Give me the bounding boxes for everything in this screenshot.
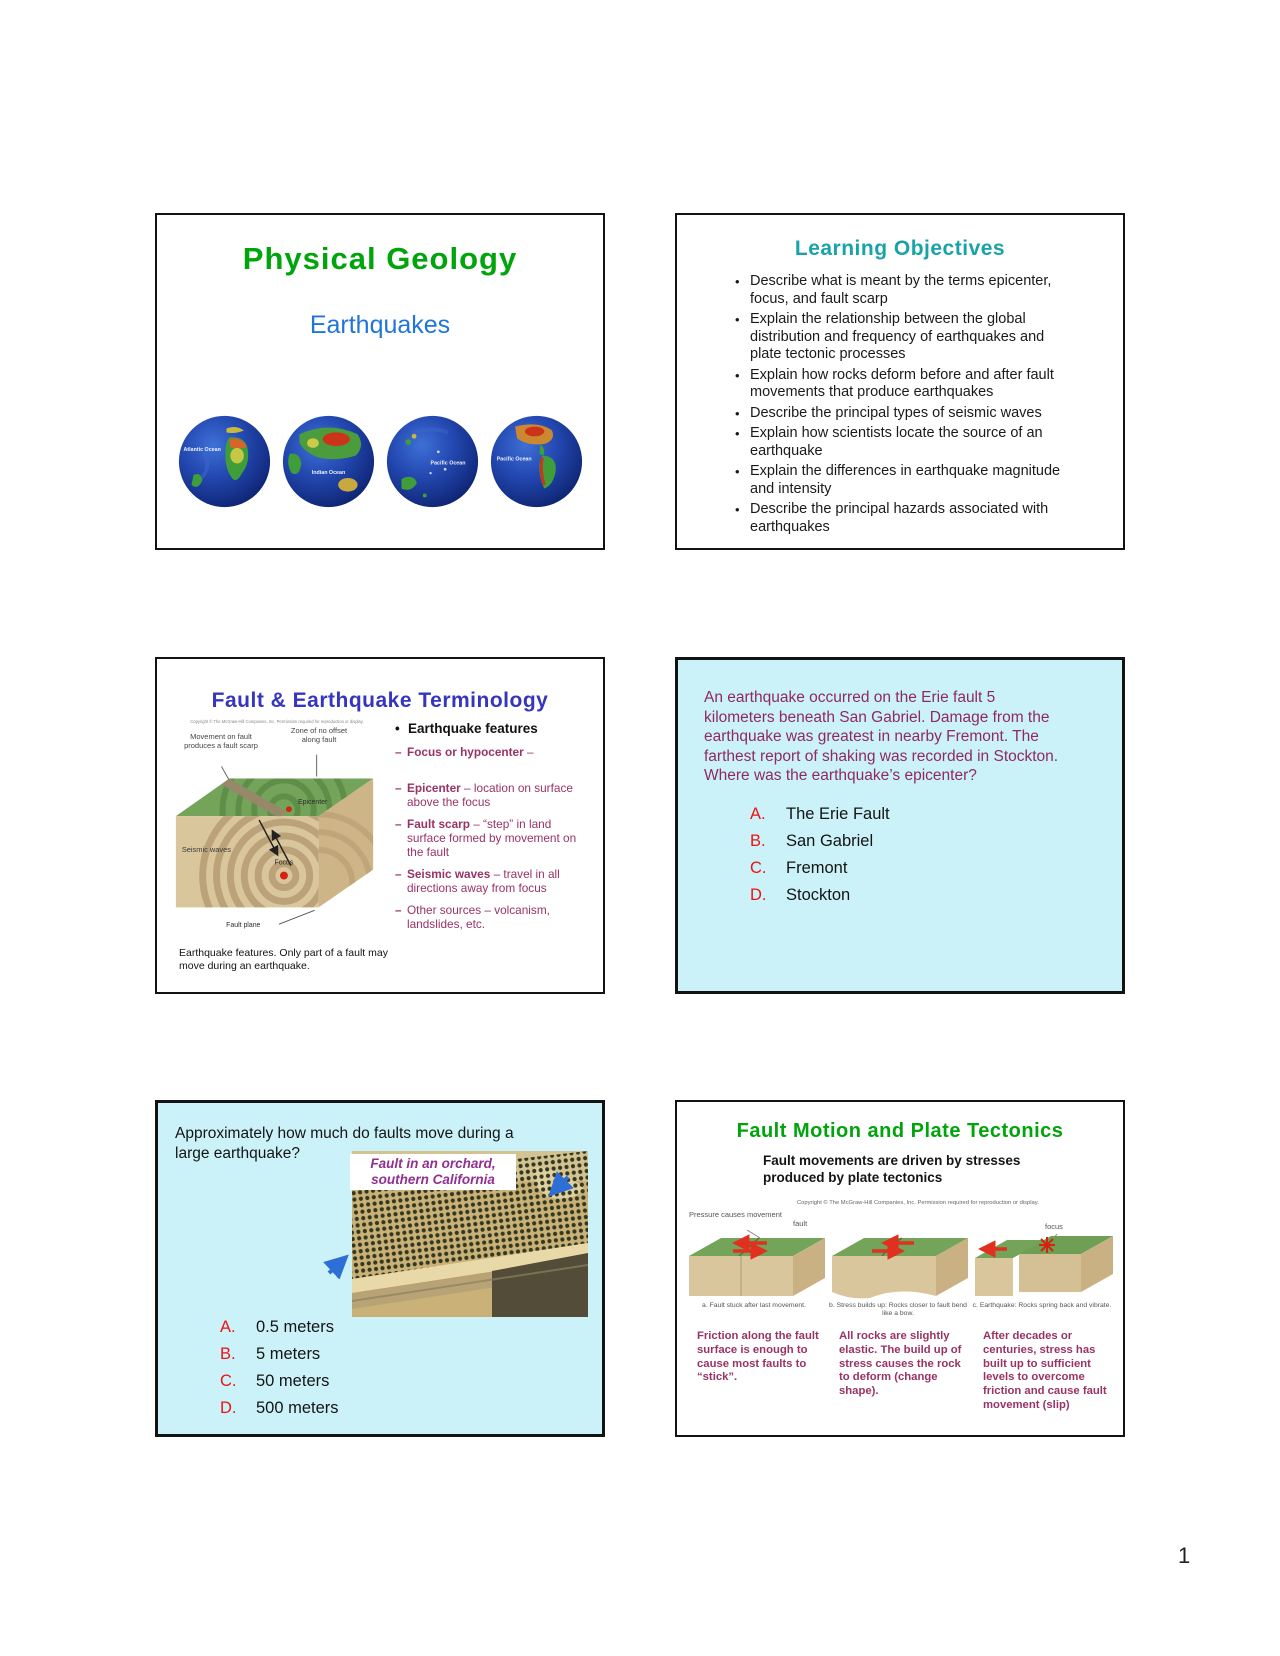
diagram-caption: a. Fault stuck after last movement. [702, 1302, 806, 1309]
slide-title: Fault & Earthquake Terminology [211, 689, 549, 712]
photo-caption: Fault in an orchard, southern California [350, 1154, 516, 1190]
term-item: – Seismic waves – travel in all directions away from focus [395, 867, 593, 895]
diagram-caption: b. Stress builds up: Rocks closer to fault bend like a bow. [829, 1302, 967, 1317]
fault-label: fault [793, 1219, 808, 1228]
copyright-note: Copyright © The McGraw-Hill Companies, Inc. Permission required for reproduction or display. [797, 1200, 1039, 1206]
answer-options [750, 806, 890, 914]
diagram-caption: c. Earthquake: Rocks spring back and vibrate. [972, 1302, 1112, 1309]
fault-movement-question-slide [155, 1100, 605, 1437]
slide-subtitle: Fault movements are driven by stresses produced by plate tectonics [763, 1153, 1021, 1185]
option-d: D. Stockton [750, 886, 851, 904]
learning-objectives-slide [675, 213, 1125, 550]
slide-title: Learning Objectives [794, 237, 1006, 260]
objective-item: • Explain the relationship between the global distribution and frequency of earthquakes and plate tectonic processes [733, 311, 1067, 364]
objective-item: • Describe the principal hazards associated with earthquakes [733, 501, 1067, 536]
globe-pacific-image [384, 413, 481, 510]
option-b: B. 5 meters [220, 1345, 321, 1363]
focus-label: focus [1045, 1222, 1063, 1231]
fault-plane-label: Fault plane [226, 922, 261, 930]
objective-item: • Describe what is meant by the terms epicenter, focus, and fault scarp [733, 273, 1067, 308]
epicenter-label: Epicenter [298, 799, 328, 807]
page-number: 1 [1178, 1543, 1191, 1568]
term-item: – Fault scarp – “step” in land surface formed by movement on the fault [395, 817, 593, 859]
option-b: B. San Gabriel [750, 832, 874, 850]
fault-motion-slide [675, 1100, 1125, 1437]
globe-label: Atlantic Ocean [183, 446, 221, 453]
earthquake-slip-diagram [973, 1230, 1115, 1300]
globe-label: Indian Ocean [311, 470, 345, 477]
option-a: A. The Erie Fault [750, 805, 890, 823]
movement-label: Movement on fault produces a fault scarp [184, 732, 258, 750]
objective-item: • Explain the differences in earthquake magnitude and intensity [733, 463, 1067, 498]
lecture-title: Earthquakes [309, 311, 451, 339]
explanation-text: Friction along the fault surface is enough to cause most faults to “stick”. [697, 1330, 819, 1384]
terminology-slide [155, 657, 605, 994]
globe-atlantic-image [176, 413, 273, 510]
option-a: A. 0.5 meters [220, 1318, 334, 1336]
copyright-note: Copyright © The McGraw-Hill Companies, Inc. Permission required for reproduction or display. [190, 718, 364, 724]
term-item: – Epicenter – location on surface above the focus [395, 781, 593, 809]
explanation-text: After decades or centuries, stress has built up to sufficient levels to overcome friction and cause fault movement (slip) [983, 1330, 1107, 1411]
pressure-label: Pressure causes movement [689, 1210, 782, 1219]
epicenter-marker [286, 806, 292, 812]
globe-label: Pacific Ocean [430, 460, 465, 467]
seismic-waves-label: Seismic waves [181, 844, 231, 854]
slide-title: Fault Motion and Plate Tectonics [736, 1120, 1064, 1142]
course-title: Physical Geology [242, 241, 518, 276]
title-slide [155, 213, 605, 550]
stress-builds-diagram [830, 1230, 972, 1300]
option-d: D. 500 meters [220, 1399, 339, 1417]
question-text: Approximately how much do faults move during a large earthquake? [175, 1125, 514, 1162]
terminology-list [395, 721, 593, 939]
term-item: – Other sources – volcanism, landslides, etc. [395, 903, 593, 931]
focus-label: Focus [274, 859, 294, 867]
objective-item: • Describe the principal types of seismic waves [733, 405, 1067, 423]
objectives-list [733, 273, 1067, 539]
objective-item: • Explain how rocks deform before and after fault movements that produce earthquakes [733, 367, 1067, 402]
answer-options [220, 1319, 339, 1427]
explanation-text: All rocks are slightly elastic. The build up of stress causes the rock to deform (change shape). [839, 1330, 962, 1398]
option-c: C. Fremont [750, 859, 848, 877]
fault-stuck-diagram [687, 1230, 829, 1300]
epicenter-question-slide [675, 657, 1125, 994]
features-header: • Earthquake features [395, 721, 593, 736]
objective-item: • Explain how scientists locate the source of an earthquake [733, 425, 1067, 460]
blue-arrow-icon [322, 1249, 352, 1279]
globe-indian-image [280, 413, 377, 510]
globe-images [157, 413, 603, 510]
option-c: C. 50 meters [220, 1372, 330, 1390]
focus-marker [280, 872, 288, 880]
zone-label: Zone of no offset along fault [290, 726, 348, 744]
figure-caption: Earthquake features. Only part of a fault may move during an earthquake. [179, 947, 388, 972]
term-item: – Focus or hypocenter – [395, 745, 593, 759]
globe-label: Pacific Ocean [496, 456, 532, 463]
globe-americas-image [488, 413, 585, 510]
question-text: An earthquake occurred on the Erie fault 5 kilometers beneath San Gabriel. Damage from the earthquake was greatest in nearby Fremont. The farthest report of shaking was recorded in Stockton. Where was the earthquake’s epicenter? [704, 689, 1059, 784]
